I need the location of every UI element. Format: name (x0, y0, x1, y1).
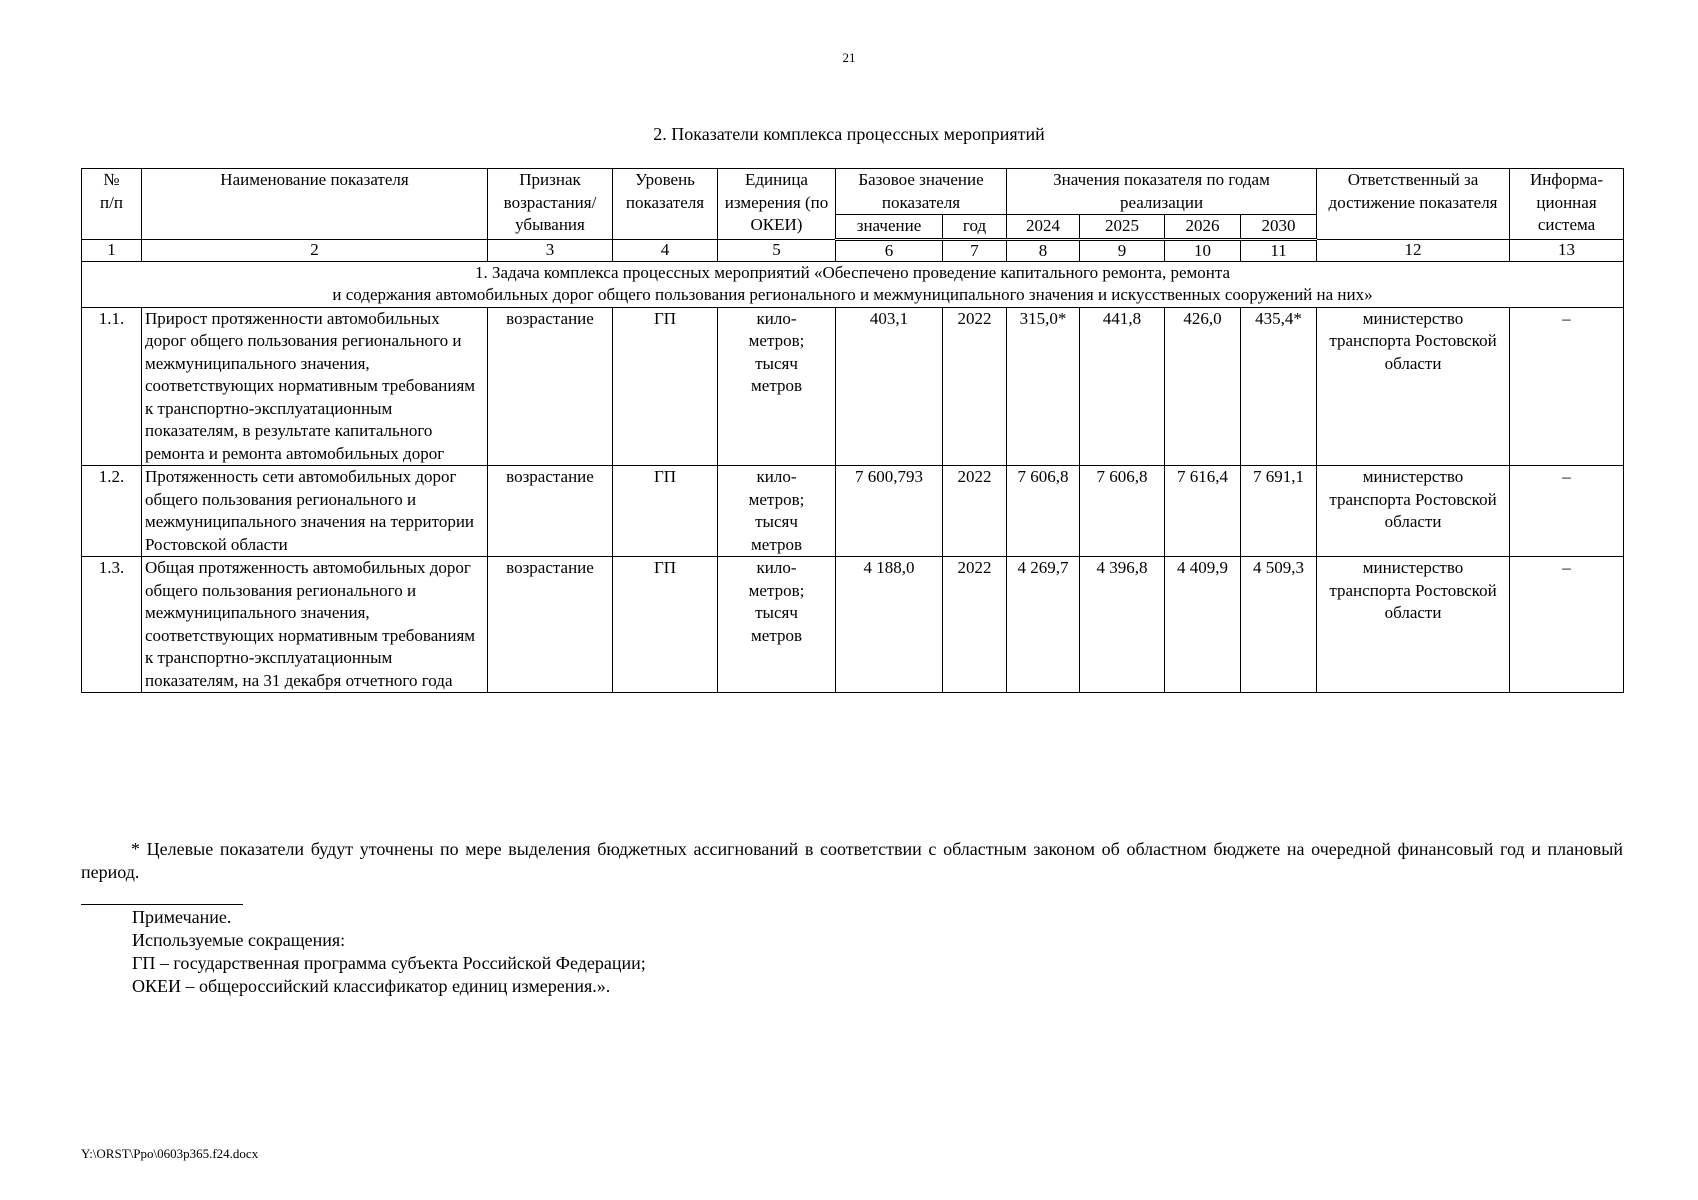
header-info-system: Информа- ционная система (1510, 169, 1624, 240)
note-line: Используемые сокращения: (132, 930, 346, 950)
note-line: ОКЕИ – общероссийский классификатор единиц измерения.». (132, 976, 611, 996)
column-number: 4 (613, 239, 718, 261)
header-year-2030: 2030 (1241, 215, 1317, 240)
indicator-name: Протяженность сети автомобильных дорог общего пользования регионального и межмуниципального значения на территории Ростовской области (142, 466, 488, 557)
header-year-2024: 2024 (1007, 215, 1080, 240)
note-line: ГП – государственная программа субъекта Российской Федерации; (132, 953, 646, 973)
document-title: 2. Показатели комплекса процессных мероприятий (653, 124, 1045, 144)
indicator-trend: возрастание (488, 557, 613, 693)
table-row (82, 307, 1624, 466)
value-2025: 441,8 (1080, 307, 1165, 466)
column-number: 5 (718, 239, 836, 261)
info-system: – (1510, 466, 1624, 557)
header-trend: Признак возрастания/ убывания (488, 169, 613, 240)
indicator-name: Прирост протяженности автомобильных дорог общего пользования регионального и межмуниципального значения, соответствующих нормативным требованиям к транспортно-эксплуатационным показателям, в результате капитального ремонта и ремонта автомобильных дорог (142, 307, 488, 466)
note-line: Примечание. (132, 907, 232, 927)
indicator-name: Общая протяженность автомобильных дорог общего пользования регионального и межмуниципального значения, соответствующих нормативным требованиям к транспортно-эксплуатационным показателям, на 31 декабря отчетного года (142, 557, 488, 693)
row-num: 1.3. (82, 557, 142, 693)
header-base-year: год (943, 215, 1007, 240)
value-2026: 7 616,4 (1165, 466, 1241, 557)
column-number: 7 (943, 239, 1007, 261)
notes-block (132, 906, 646, 998)
base-value: 4 188,0 (836, 557, 943, 693)
info-system: – (1510, 307, 1624, 466)
value-2024: 7 606,8 (1007, 466, 1080, 557)
responsible: министерство транспорта Ростовской области (1317, 466, 1510, 557)
value-2025: 7 606,8 (1080, 466, 1165, 557)
header-base: Базовое значение показателя (836, 169, 1007, 215)
indicator-trend: возрастание (488, 307, 613, 466)
base-year: 2022 (943, 557, 1007, 693)
header-base-value: значение (836, 215, 943, 240)
footnote (81, 838, 1623, 884)
column-number: 8 (1007, 239, 1080, 261)
value-2024: 4 269,7 (1007, 557, 1080, 693)
task-heading: 1. Задача комплекса процессных мероприятий «Обеспечено проведение капитального ремонта, ремонта и содержания автомобильных дорог общего пользования регионального и межмуниципального значения и искусственных сооружений на них» (82, 261, 1624, 307)
info-system: – (1510, 557, 1624, 693)
indicator-level: ГП (613, 307, 718, 466)
column-number: 11 (1241, 239, 1317, 261)
base-year: 2022 (943, 466, 1007, 557)
column-number: 6 (836, 239, 943, 261)
header-unit: Единица измерения (по ОКЕИ) (718, 169, 836, 240)
footnote-text: * Целевые показатели будут уточнены по мере выделения бюджетных ассигнований в соответствии с областным законом об областном бюджете на очередной финансовый год и плановый период. (81, 839, 1623, 882)
column-number: 13 (1510, 239, 1624, 261)
value-2030: 7 691,1 (1241, 466, 1317, 557)
indicator-level: ГП (613, 557, 718, 693)
responsible: министерство транспорта Ростовской области (1317, 307, 1510, 466)
responsible: министерство транспорта Ростовской области (1317, 557, 1510, 693)
column-number: 2 (142, 239, 488, 261)
indicator-trend: возрастание (488, 466, 613, 557)
value-2024: 315,0* (1007, 307, 1080, 466)
value-2026: 4 409,9 (1165, 557, 1241, 693)
value-2030: 4 509,3 (1241, 557, 1317, 693)
page-number: 21 (842, 50, 856, 65)
column-number: 12 (1317, 239, 1510, 261)
header-row (82, 169, 1624, 215)
value-2025: 4 396,8 (1080, 557, 1165, 693)
header-num: № п/п (82, 169, 142, 240)
indicator-level: ГП (613, 466, 718, 557)
header-year-2025: 2025 (1080, 215, 1165, 240)
header-responsible: Ответственный за достижение показателя (1317, 169, 1510, 240)
column-number: 1 (82, 239, 142, 261)
column-number: 10 (1165, 239, 1241, 261)
indicator-unit: кило- метров; тысяч метров (718, 466, 836, 557)
row-num: 1.2. (82, 466, 142, 557)
table-row (82, 557, 1624, 693)
table-row (82, 466, 1624, 557)
indicators-table (81, 168, 1624, 693)
base-value: 403,1 (836, 307, 943, 466)
header-values: Значения показателя по годам реализации (1007, 169, 1317, 215)
column-number: 3 (488, 239, 613, 261)
file-path: Y:\ORST\Ppo\0603p365.f24.docx (81, 1146, 259, 1161)
indicator-unit: кило- метров; тысяч метров (718, 307, 836, 466)
value-2026: 426,0 (1165, 307, 1241, 466)
header-year-2026: 2026 (1165, 215, 1241, 240)
column-numbers-row (82, 239, 1624, 261)
base-value: 7 600,793 (836, 466, 943, 557)
column-number: 9 (1080, 239, 1165, 261)
task-row (82, 261, 1624, 307)
header-level: Уровень показателя (613, 169, 718, 240)
header-name: Наименование показателя (142, 169, 488, 240)
footnote-divider (81, 904, 243, 905)
value-2030: 435,4* (1241, 307, 1317, 466)
base-year: 2022 (943, 307, 1007, 466)
row-num: 1.1. (82, 307, 142, 466)
indicator-unit: кило- метров; тысяч метров (718, 557, 836, 693)
